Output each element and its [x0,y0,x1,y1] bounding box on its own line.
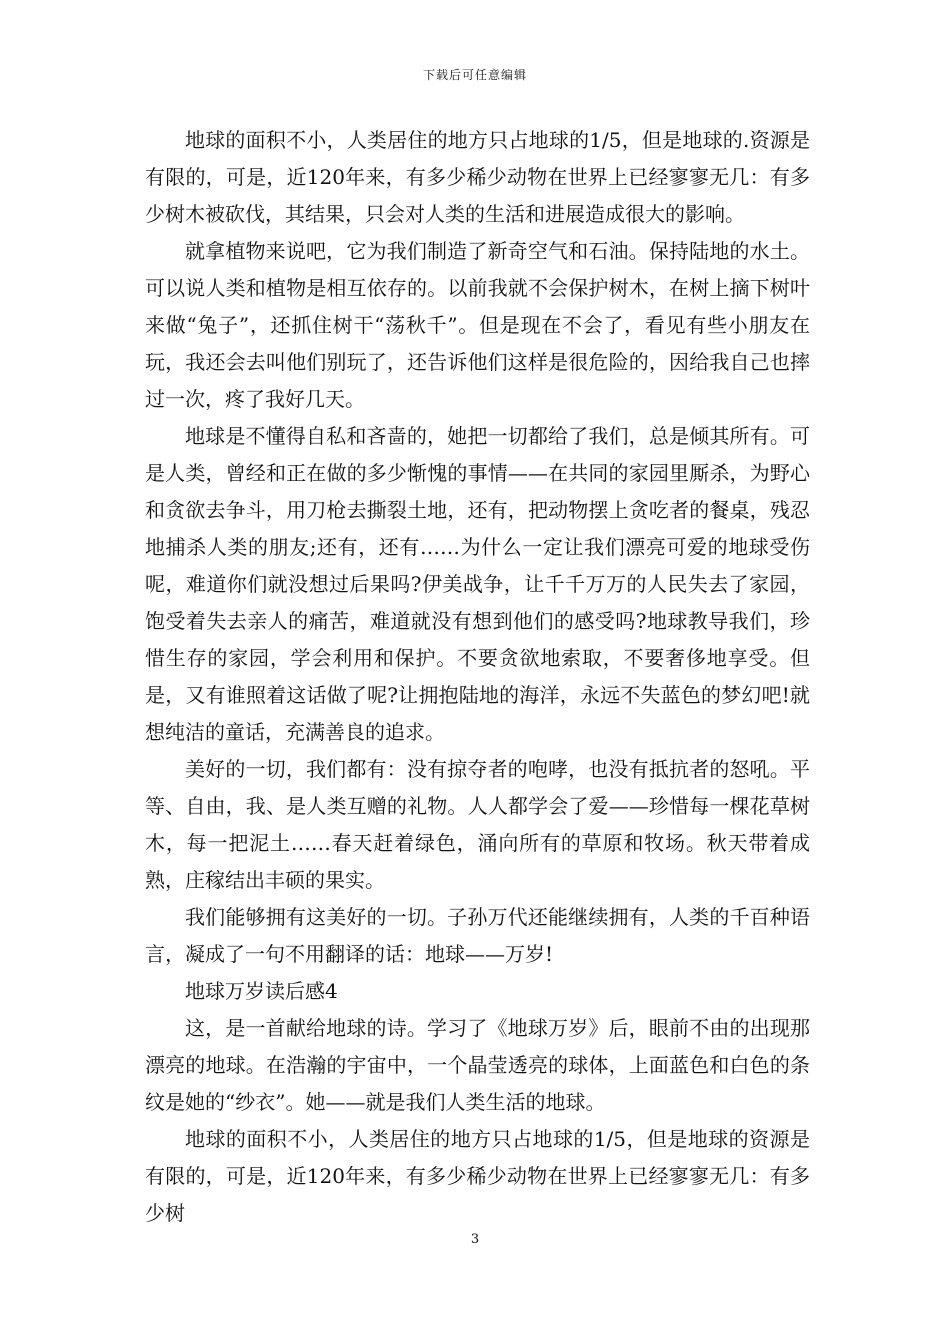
page-header: 下载后可任意编辑 [422,68,527,82]
paragraph: 这，是一首献给地球的诗。学习了《地球万岁》后，眼前不由的出现那漂亮的地球。在浩瀚的宇宙中，一个晶莹透亮的球体，上面蓝色和白色的条纹是她的“纱衣”。她——就是我们人类生活的地球。 [145,1016,810,1114]
page-number: 3 [470,1232,480,1247]
paragraph: 地球的面积不小，人类居住的地方只占地球的1/5，但是地球的资源是有限的，可是，近120年来，有多少稀少动物在世界上已经寥寥无几：有多少树 [145,1127,810,1225]
paragraph: 美好的一切，我们都有：没有掠夺者的咆哮，也没有抵抗者的怒吼。平等、自由，我、是人类互赠的礼物。人人都学会了爱——珍惜每一棵花草树木，每一把泥土……春天赶着绿色，涌向所有的草原和牧场。秋天带着成熟，庄稼结出丰硕的果实。 [145,757,810,892]
document-body [145,122,810,1232]
paragraph: 我们能够拥有这美好的一切。子孙万代还能继续拥有，人类的千百种语言，凝成了一句不用翻译的话：地球——万岁! [145,905,810,966]
paragraph: 地球的面积不小，人类居住的地方只占地球的1/5，但是地球的.资源是有限的，可是，近120年来，有多少稀少动物在世界上已经寥寥无几：有多少树木被砍伐，其结果，只会对人类的生活和进展造成很大的影响。 [145,128,810,226]
paragraph: 就拿植物来说吧，它为我们制造了新奇空气和石油。保持陆地的水土。可以说人类和植物是相互依存的。以前我就不会保护树木，在树上摘下树叶来做“兔子”，还抓住树干“荡秋千”。但是现在不会了，看见有些小朋友在玩，我还会去叫他们别玩了，还告诉他们这样是很危险的，因给我自己也摔过一次，疼了我好几天。 [145,239,810,411]
paragraph: 地球是不懂得自私和吝啬的，她把一切都给了我们，总是倾其所有。可是人类，曾经和正在做的多少惭愧的事情——在共同的家园里厮杀，为野心和贪欲去争斗，用刀枪去撕裂土地，还有，把动物摆上贪吃者的餐桌，残忍地捕杀人类的朋友;还有，还有……为什么一定让我们漂亮可爱的地球受伤呢，难道你们就没想过后果吗?伊美战争，让千千万万的人民失去了家园，饱受着失去亲人的痛苦，难道就没有想到他们的感受吗?地球教导我们，珍惜生存的家园，学会利用和保护。不要贪欲地索取，不要奢侈地享受。但是，又有谁照着这话做了呢?让拥抱陆地的海洋，永远不失蓝色的梦幻吧!就想纯洁的童话，充满善良的追求。 [145,424,810,744]
section-heading: 地球万岁读后感4 [185,979,338,1003]
